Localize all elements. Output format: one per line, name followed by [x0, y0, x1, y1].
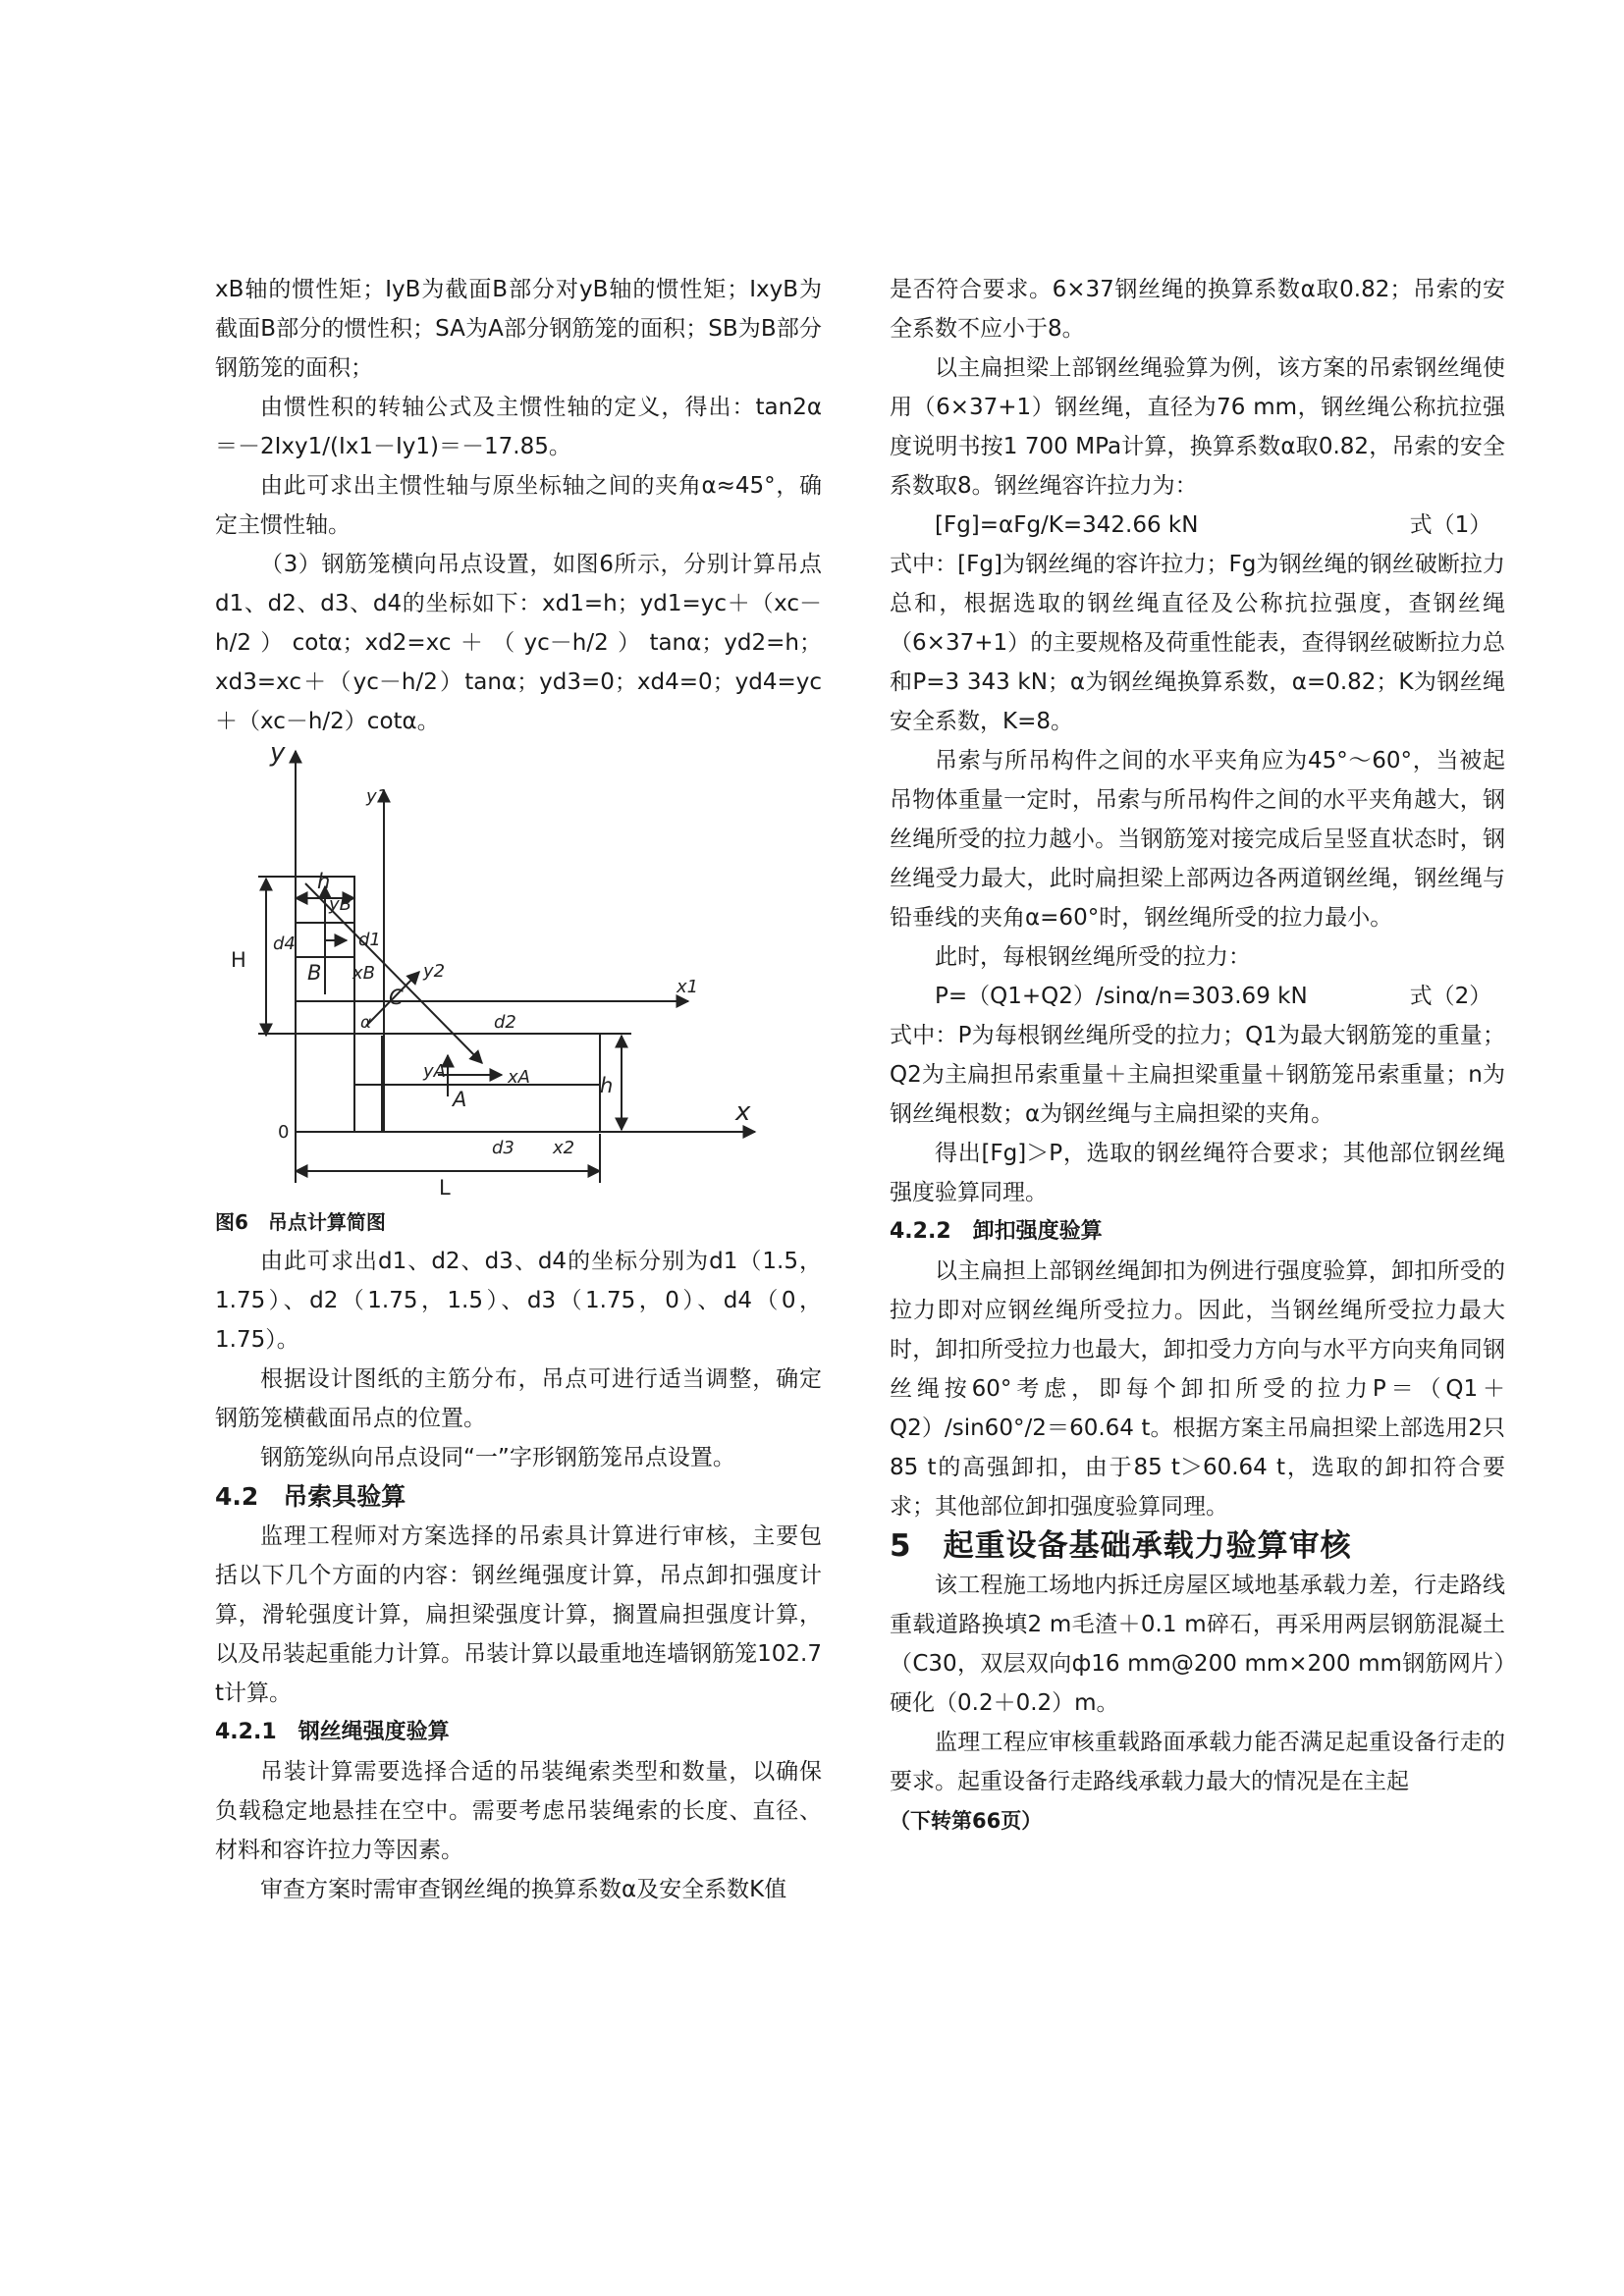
para-continued: 是否符合要求。6×37钢丝绳的换算系数α取0.82；吊索的安全系数不应小于8。: [890, 277, 1505, 342]
label-d2: d2: [494, 1012, 516, 1033]
right-column: [890, 270, 1505, 1841]
para-5b: 监理工程应审核重载路面承载力能否满足起重设备行走的要求。起重设备行走路线承载力最大的情况是在主起: [890, 1730, 1505, 1794]
para-adjust: 根据设计图纸的主筋分布，吊点可进行适当调整，确定钢筋笼横截面吊点的位置。: [215, 1366, 822, 1431]
label-x: x: [735, 1097, 751, 1127]
label-yB: yB: [329, 894, 352, 915]
heading-4-2-1: 4.2.1 钢丝绳强度验算: [215, 1720, 450, 1744]
equation-2-body: P=（Q1+Q2）/sinα/n=303.69 kN: [935, 984, 1308, 1009]
figure-caption: 图6 吊点计算简图: [215, 1210, 386, 1234]
heading-5: 5 起重设备基础承载力验算审核: [890, 1528, 1352, 1564]
label-L: L: [439, 1176, 451, 1200]
para-now: 此时，每根钢丝绳所受的拉力：: [935, 944, 1251, 970]
label-H: H: [231, 948, 246, 972]
label-C: C: [389, 986, 404, 1009]
label-x1: x1: [677, 977, 699, 997]
para-4-2-1b: 审查方案时需审查钢丝绳的换算系数α及安全系数K值: [260, 1877, 787, 1902]
label-xA: xA: [508, 1067, 530, 1088]
para-hoist-points: （3）钢筋笼横向吊点设置，如图6所示，分别计算吊点d1、d2、d3、d4的坐标如下：xd1=h；yd1=yc＋（xc－h/2）cotα；xd2=xc＋（yc－h/2）tanα；yd2=h；xd3=xc＋（yc－h/2）tanα；yd3=0；xd4=0；yd4=yc＋（xc－h/2）cotα。: [215, 552, 822, 734]
left-column: [215, 270, 822, 1909]
label-d1: d1: [358, 930, 381, 950]
para-4-2-1a: 吊装计算需要选择合适的吊装绳索类型和数量，以确保负载稳定地悬挂在空中。需要考虑吊装绳索的长度、直径、材料和容许拉力等因素。: [215, 1759, 822, 1863]
para-alpha: 由此可求出主惯性轴与原坐标轴之间的夹角α≈45°，确定主惯性轴。: [215, 473, 822, 538]
label-y: y: [270, 738, 286, 768]
para-longitudinal: 钢筋笼纵向吊点设同“一”字形钢筋笼吊点设置。: [260, 1445, 735, 1470]
para-eq1-where: 式中：[Fg]为钢丝绳的容许拉力；Fg为钢丝绳的钢丝破断拉力总和，根据选取的钢丝绳直径及公称抗拉强度，查钢丝绳（6×37+1）的主要规格及荷重性能表，查得钢丝破断拉力总和P=3 343 kN；α为钢丝绳换算系数，α=0.82；K为钢丝绳安全系数，K=8。: [890, 552, 1505, 734]
figure-6-diagram: [231, 738, 786, 1202]
label-x2: x2: [553, 1138, 575, 1158]
label-B: B: [307, 961, 322, 985]
continued-note: （下转第66页）: [890, 1809, 1043, 1833]
label-alpha: α: [360, 1013, 372, 1033]
para-example: 以主扁担梁上部钢丝绳验算为例，该方案的吊索钢丝绳使用（6×37+1）钢丝绳，直径为76 mm，钢丝绳公称抗拉强度说明书按1 700 MPa计算，换算系数α取0.82，吊索的安全系数取8。钢丝绳容许拉力为：: [890, 355, 1505, 499]
label-y1: y1: [366, 786, 389, 807]
label-origin: 0: [278, 1122, 290, 1143]
equation-2-number: 式（2）: [1409, 984, 1492, 1009]
para-4-2: 监理工程师对方案选择的吊索具计算进行审核，主要包括以下几个方面的内容：钢丝绳强度计算，吊点卸扣强度计算，滑轮强度计算，扁担梁强度计算，搁置扁担强度计算，以及吊装起重能力计算。吊装计算以最重地连墙钢筋笼102.7 t计算。: [215, 1523, 822, 1706]
equation-2: [890, 977, 1505, 1016]
para-coordinates: 由此可求出d1、d2、d3、d4的坐标分别为d1（1.5，1.75）、d2（1.75，1.5）、d3（1.75，0）、d4（0，1.75）。: [215, 1249, 822, 1353]
para-tan2a: 由惯性积的转轴公式及主惯性轴的定义，得出：tan2α＝－2Ixy1/(Ix1－Iy1)＝－17.85。: [215, 395, 822, 459]
para-result: 得出[Fg]＞P，选取的钢丝绳符合要求；其他部位钢丝绳强度验算同理。: [890, 1141, 1505, 1205]
equation-1-body: [Fg]=αFg/K=342.66 kN: [935, 512, 1199, 538]
label-yA: yA: [423, 1061, 446, 1082]
label-h-right: h: [600, 1074, 614, 1097]
label-xB: xB: [352, 963, 376, 984]
section-A: [354, 1034, 600, 1132]
label-A: A: [453, 1088, 467, 1111]
para-5a: 该工程施工场地内拆迁房屋区域地基承载力差，行走路线重载道路换填2 m毛渣＋0.1 m碎石，再采用两层钢筋混凝土（C30，双层双向ф16 mm@200 mm×200 mm钢筋网片）硬化（0.2＋0.2）m。: [890, 1573, 1505, 1716]
heading-4-2-2: 4.2.2 卸扣强度验算: [890, 1219, 1103, 1244]
para-eq2-where: 式中：P为每根钢丝绳所受的拉力；Q1为最大钢筋笼的重量；Q2为主扁担吊索重量＋主扁担梁重量＋钢筋笼吊索重量；n为钢丝绳根数；α为钢丝绳与主扁担梁的夹角。: [890, 1023, 1505, 1127]
label-y2: y2: [423, 961, 446, 982]
label-d3: d3: [492, 1138, 514, 1158]
para-4-2-2: 以主扁担上部钢丝绳卸扣为例进行强度验算，卸扣所受的拉力即对应钢丝绳所受拉力。因此，当钢丝绳所受拉力最大时，卸扣所受拉力也最大，卸扣受力方向与水平方向夹角同钢丝绳按60°考虑，即每个卸扣所受的拉力P＝（Q1＋Q2）/sin60°/2＝60.64 t。根据方案主吊扁担梁上部选用2只85 t的高强卸扣，由于85 t＞60.64 t，选取的卸扣符合要求；其他部位卸扣强度验算同理。: [890, 1258, 1505, 1520]
equation-1-number: 式（1）: [1409, 512, 1492, 538]
equation-1: [890, 506, 1505, 545]
para-definitions: xB轴的惯性矩；IyB为截面B部分对yB轴的惯性矩；IxyB为截面B部分的惯性积；SA为A部分钢筋笼的面积；SB为B部分钢筋笼的面积；: [215, 277, 822, 381]
label-d4: d4: [273, 934, 296, 954]
label-h-top: h: [317, 870, 331, 893]
heading-4-2: 4.2 吊索具验算: [215, 1482, 406, 1511]
para-angle: 吊索与所吊构件之间的水平夹角应为45°～60°，当被起吊物体重量一定时，吊索与所吊构件之间的水平夹角越大，钢丝绳所受的拉力越小。当钢筋笼对接完成后呈竖直状态时，钢丝绳受力最大，此时扁担梁上部两边各两道钢丝绳，钢丝绳与铅垂线的夹角α=60°时，钢丝绳所受的拉力最小。: [890, 748, 1505, 931]
